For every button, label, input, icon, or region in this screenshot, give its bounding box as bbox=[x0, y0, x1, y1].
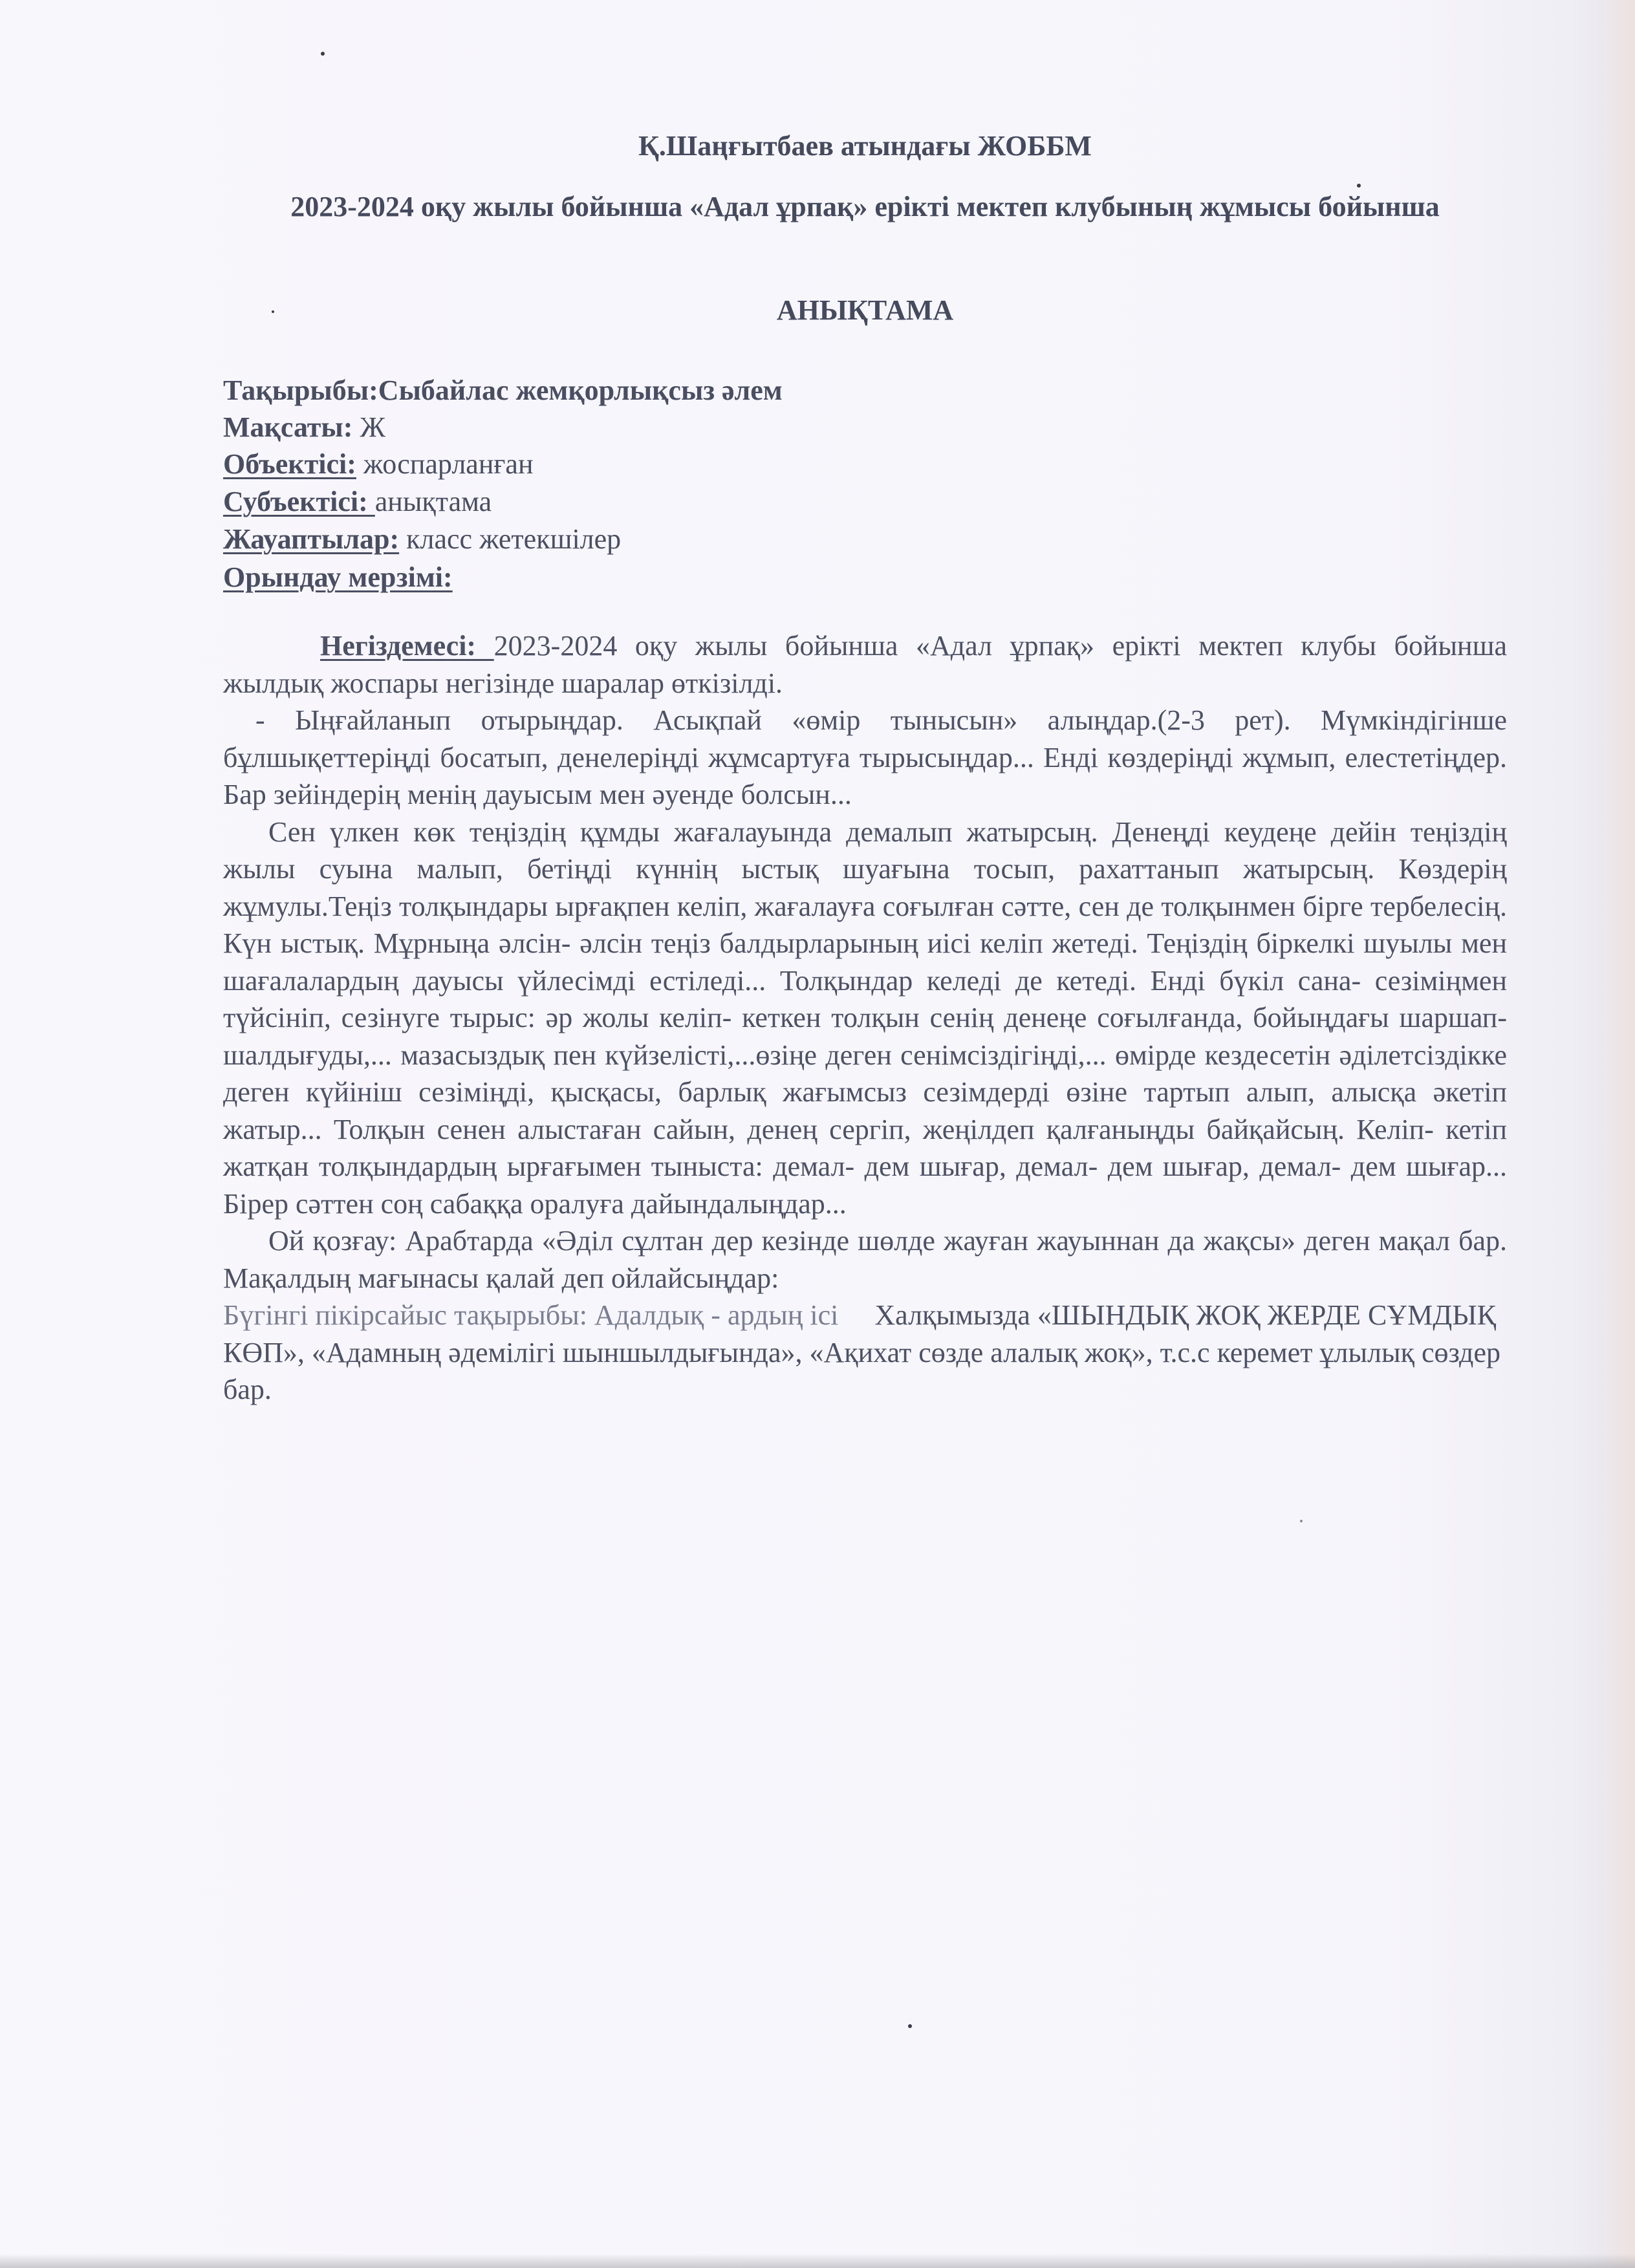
field-topic bbox=[223, 373, 783, 409]
subject-value: анықтама bbox=[374, 486, 492, 517]
basis-paragraph bbox=[223, 627, 1507, 702]
scan-speck bbox=[321, 52, 325, 56]
document-type: АНЫҚТАМА bbox=[776, 294, 954, 326]
object-label: Объектісі: bbox=[223, 448, 356, 480]
goal-label: Мақсаты: bbox=[223, 411, 353, 443]
basis-text: 2023-2024 оқу жылы бойынша «Адал ұрпақ» ерікті мектеп клубы бойынша жылдық жоспары негізінде шаралар өткізілді. bbox=[223, 630, 1508, 699]
responsible-label: Жауаптылар: bbox=[223, 523, 400, 555]
field-object bbox=[223, 446, 534, 482]
subject-label: Субъектісі: bbox=[223, 486, 375, 517]
topic-value: Сыбайлас жемқорлықсыз әлем bbox=[378, 374, 783, 406]
responsible-value: класс жетекшілер bbox=[399, 523, 622, 555]
field-goal bbox=[223, 409, 385, 446]
scan-speck bbox=[1357, 184, 1361, 188]
topic-label: Тақырыбы: bbox=[223, 374, 378, 406]
basis-label: Негіздемесі: bbox=[320, 630, 494, 662]
goal-value: Ж bbox=[352, 411, 385, 443]
sea-paragraph: Сен үлкен көк теңіздің құмды жағалауында демалып жатырсың. Денеңді кеудеңе дейін теңіздің жылы суына малып, бетіңді күннің ыстық шуағына тосып, рахаттанып жатырсың. Көздерің жұмулы.Теңіз толқындары ырғақпен келіп, жағалауға соғылған сәтте, сен де толқынмен бірге тербелесің. Күн ыстық. Мұрныңа әлсін- әлсін теңіз балдырларының иісі келіп жетеді. Теңіздің біркелкі шуылы мен шағалалардың дауысы үйлесімді естіледі... Толқындар келеді де кетеді. Енді бүкіл сана- сезіміңмен түйсініп, сезінуге тырыс: әр жолы келіп- кеткен толқын сенің денеңе соғылғанда, бойыңдағы шаршап- шалдығуды,... мазасыздық пен күйзелісті,...өзіңе деген сенімсіздігіңді,... өмірде кездесетін әділетсіздікке деген күйініш сезіміңді, қысқасы, барлық жағымсыз сезімдерді өзіне тартып алып, алысқа әкетіп жатыр... Толқын сенен алыстаған сайын, денең сергіп, жеңілдеп қалғаныңды байқайсың. Келіп- кетіп жатқан толқындардың ырғағымен тыныста: демал- дем шығар, демал- дем шығар, демал- дем шығар... Бірер сәттен соң сабаққа оралуға дайындалыңдар... bbox=[223, 815, 1507, 1220]
deadline-label: Орындау мерзімі: bbox=[223, 561, 453, 593]
debate-topic: Бүгінгі пікірсайыс тақырыбы: Адалдық - ардың ісі bbox=[223, 1299, 839, 1331]
school-name: Қ.Шаңғытбаев атындағы ЖОББМ bbox=[638, 130, 1092, 162]
object-value: жоспарланған bbox=[356, 448, 534, 480]
scan-speck bbox=[908, 2024, 912, 2028]
think-paragraph: Ой қозғау: Арабтарда «Әділ сұлтан дер кезінде шөлде жауған жауыннан да жақсы» деген мақал бар. Мақалдың мағынасы қалай деп ойлайсыңдар: bbox=[223, 1225, 1507, 1294]
proverbs-text: Халқымызда «ШЫНДЫҚ ЖОҚ ЖЕРДЕ СҰМДЫҚ КӨП», «Адамның әдемілігі шыншылдығында», «Ақихат сөзде алалық жоқ», т.с.с керемет ұлылық сөздер бар. bbox=[223, 1299, 1500, 1405]
scan-speck bbox=[1300, 1520, 1303, 1522]
debate-paragraph bbox=[223, 1297, 1507, 1409]
relax-paragraph: - Ыңғайланып отырыңдар. Асықпай «өмір тынысын» алыңдар.(2-3 рет). Мүмкіндігінше бұлшықеттеріңді босатып, денелеріңді жұмсартуға тырысыңдар... Енді көздеріңді жұмып, елестетіңдер. Бар зейіндерің менің дауысым мен әуенде болсын... bbox=[223, 704, 1507, 810]
field-deadline bbox=[223, 559, 453, 596]
page-bottom-shadow bbox=[0, 2254, 1635, 2268]
field-responsible bbox=[223, 521, 621, 557]
document-body bbox=[223, 627, 1507, 1409]
document-title: 2023-2024 оқу жылы бойынша «Адал ұрпақ» ерікті мектеп клубының жұмысы бойынша bbox=[290, 191, 1440, 222]
field-subject bbox=[223, 484, 492, 520]
page-edge-shadow bbox=[1596, 0, 1635, 2268]
